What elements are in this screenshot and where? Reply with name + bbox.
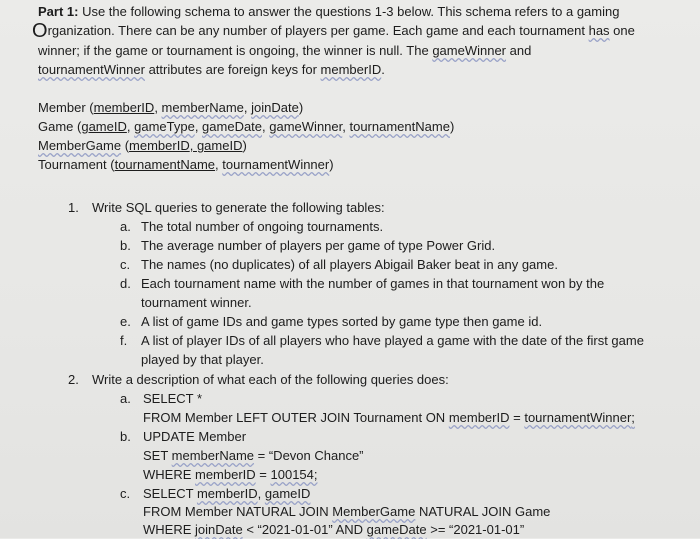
q1-item-a-text: The total number of ongoing tournaments.	[141, 219, 384, 234]
q2-item-a-letter: a.	[120, 391, 131, 406]
q1-item-f-text: A list of player IDs of all players who have played a game with the date of the first game	[141, 333, 644, 348]
q1-item-d-text-cont: tournament winner.	[141, 295, 252, 310]
q1-item-e-letter: e.	[120, 314, 131, 329]
question-1-number: 1.	[68, 200, 79, 215]
intro-paragraph	[32, 2, 688, 79]
drop-cap: O	[32, 20, 48, 42]
q2-c-line-3: WHERE joinDate < “2021-01-01” AND gameDate >= “2021-01-01”	[143, 522, 525, 537]
q2-item-c-letter: c.	[120, 486, 131, 501]
q2-c-line-1: SELECT memberID, gameID	[143, 486, 311, 501]
q1-item-a-letter: a.	[120, 219, 131, 234]
q1-item-e-text: A list of game IDs and game types sorted by game type then game id.	[141, 314, 543, 329]
schema-game: Game (gameID, gameType, gameDate, gameWinner, tournamentName)	[38, 119, 455, 134]
q1-item-d-letter: d.	[120, 276, 131, 291]
q1-item-c-letter: c.	[120, 257, 131, 272]
intro-line-1: Part 1: Use the following schema to answer the questions 1-3 below. This schema refers to a gaming	[38, 4, 620, 19]
q2-b-line-3: WHERE memberID = 100154;	[143, 467, 318, 482]
q2-a-line-1: SELECT *	[143, 391, 203, 406]
q2-c-line-2: FROM Member NATURAL JOIN MemberGame NATURAL JOIN Game	[143, 504, 551, 519]
schema-tournament: Tournament (tournamentName, tournamentWinner)	[38, 157, 334, 172]
intro-line-3: winner; if the game or tournament is ongoing, the winner is null. The gameWinner and	[38, 43, 532, 58]
q2-a-line-2: FROM Member LEFT OUTER JOIN Tournament ON memberID = tournamentWinner;	[143, 410, 635, 425]
schema-membergame: MemberGame (memberID, gameID)	[38, 138, 247, 153]
q1-item-d-text: Each tournament name with the number of games in that tournament won by the	[141, 276, 605, 291]
schema-block	[38, 98, 454, 174]
q2-b-line-2: SET memberName = “Devon Chance”	[143, 448, 364, 463]
question-2-text: Write a description of what each of the following queries does:	[92, 372, 449, 387]
intro-line-2: Organization. There can be any number of players per game. Each game and each tournament has one	[32, 20, 635, 42]
part-label: Part 1:	[38, 4, 79, 19]
q1-item-f-letter: f.	[120, 333, 128, 348]
q2-b-line-1: UPDATE Member	[143, 429, 247, 444]
q2-item-b-letter: b.	[120, 429, 131, 444]
q1-item-f-text-cont: played by that player.	[141, 352, 264, 367]
question-2-number: 2.	[68, 372, 79, 387]
q1-item-b-text: The average number of players per game of type Power Grid.	[141, 238, 496, 253]
schema-member: Member (memberID, memberName, joinDate)	[38, 100, 304, 115]
q1-item-b-letter: b.	[120, 238, 131, 253]
question-1-text: Write SQL queries to generate the following tables:	[92, 200, 385, 215]
q1-item-c-text: The names (no duplicates) of all players Abigail Baker beat in any game.	[141, 257, 558, 272]
intro-line-4: tournamentWinner attributes are foreign keys for memberID.	[38, 62, 385, 77]
